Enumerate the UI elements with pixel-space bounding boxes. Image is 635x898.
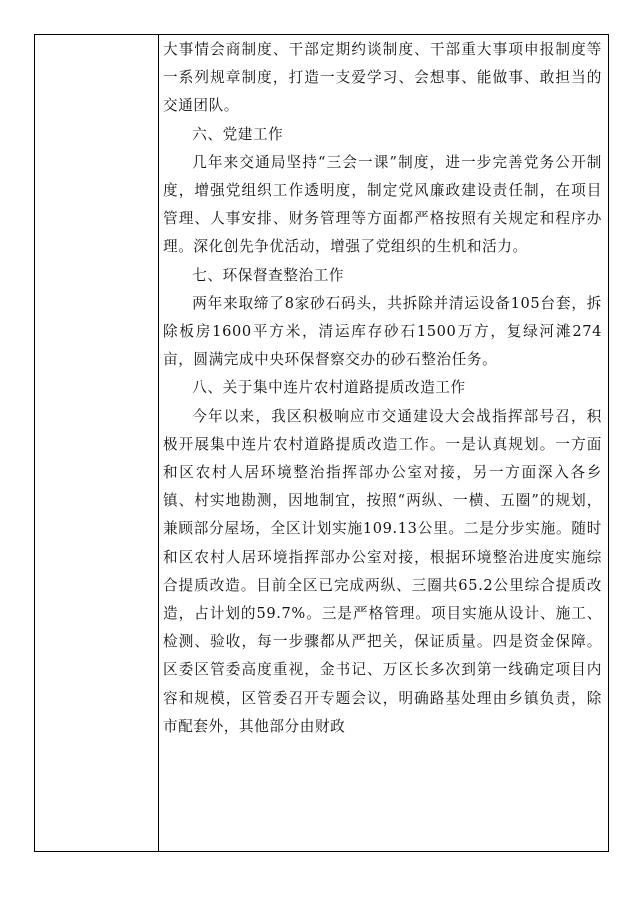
- heading-rural-roads: 八、关于集中连片农村道路提质改造工作: [192, 379, 466, 397]
- heading-environmental-inspection: 七、环保督查整治工作: [192, 266, 345, 284]
- table-content-cell: [159, 35, 608, 851]
- paragraph-environmental-inspection: 两年来取缔了8家砂石码头，共拆除并清运设备105台套，拆除板房1600平方米，清运库存砂石1500万方，复绿河滩274亩，圆满完成中央环保督察交办的砂石整治任务。: [163, 294, 602, 369]
- heading-party-building: 六、党建工作: [192, 125, 284, 143]
- paragraph-party-building: 几年来交通局坚持“三会一课”制度，进一步完善党务公开制度，增强党组织工作透明度，制定党风廉政建设责任制，在项目管理、人事安排、财务管理等方面都严格按照有关规定和程序办理。深化创先争优活动，增强了党组织的生机和活力。: [163, 153, 602, 256]
- paragraph-rural-roads: 今年以来，我区积极响应市交通建设大会战指挥部号召，积极开展集中连片农村道路提质改造工作。一是认真规划。一方面和区农村人居环境整治指挥部办公室对接，另一方面深入各乡镇、村实地勘测，因地制宜，按照“两纵、一横、五圈”的规划，兼顾部分屋场，全区计划实施109.13公里。二是分步实施。随时和区农村人居环境指挥部办公室对接，根据环境整治进度实施综合提质改造。目前全区已完成两纵、三圈共65.2公里综合提质改造，占计划的59.7%。三是严格管理。项目实施从设计、施工、检测、验收，每一步骤都从严把关，保证质量。四是资金保障。区委区管委高度重视，金书记、万区长多次到第一线确定项目内容和规模，区管委召开专题会议，明确路基处理由乡镇负责，除市配套外，其他部分由财政: [163, 407, 602, 735]
- paragraph-regulations: 大事情会商制度、干部定期约谈制度、干部重大事项申报制度等一系列规章制度，打造一支爱学习、会想事、能做事、敢担当的交通团队。: [163, 41, 602, 115]
- table-left-column: [35, 35, 159, 851]
- document-table: [34, 34, 609, 852]
